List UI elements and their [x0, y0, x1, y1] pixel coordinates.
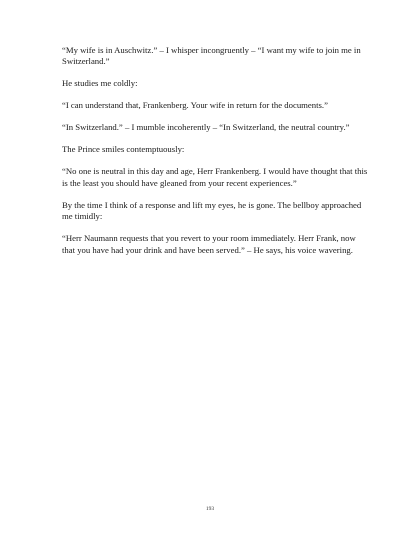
page-number: 193 [205, 506, 215, 512]
paragraph: By the time I think of a response and lift my eyes, he is gone. The bellboy approached me timidly: [62, 199, 362, 222]
paragraph: “In Switzerland.” – I mumble incoherently – “In Switzerland, the neutral country.” [62, 122, 350, 133]
paragraph: “My wife is in Auschwitz.” – I whisper incongruently – “I want my wife to join me in Switzerland.” [62, 45, 361, 67]
paragraph: The Prince smiles contemptuously: [62, 144, 185, 155]
paragraph: “I can understand that, Frankenberg. Your wife in return for the documents.” [62, 100, 328, 111]
paragraph: “Herr Naumann requests that you revert to your room immediately. Herr Frank, now that you have had your drink and have been served.” – He says, his voice wavering. [62, 233, 356, 255]
paragraph: “No one is neutral in this day and age, Herr Frankenberg. I would have thought that this is the least you should have gleaned from your recent experiences.” [62, 166, 368, 188]
paragraph: He studies me coldly: [62, 78, 138, 89]
page-body [62, 45, 368, 267]
